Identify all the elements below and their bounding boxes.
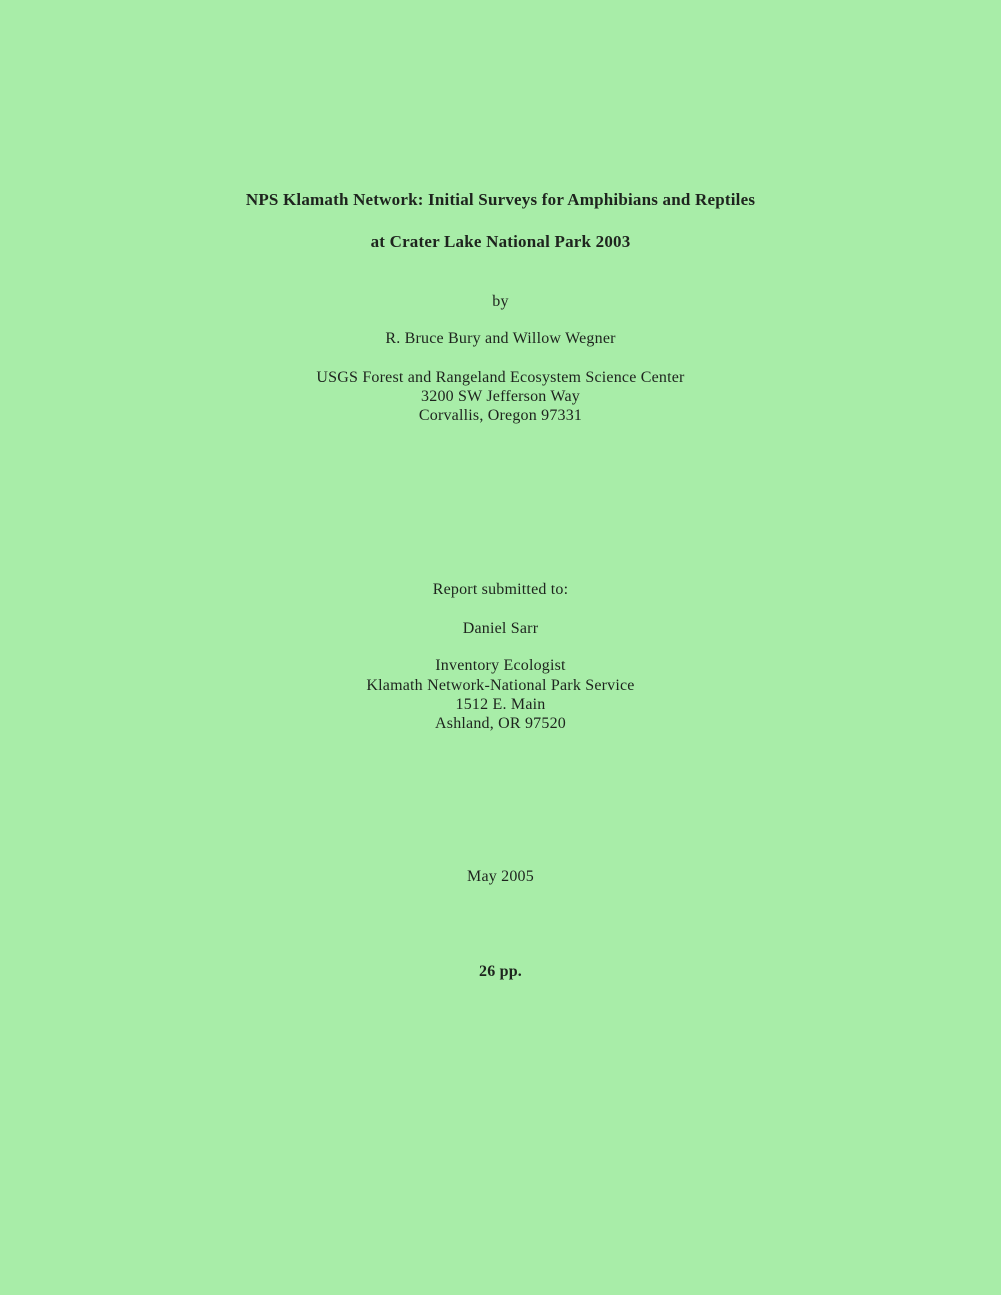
- report-page-count: 26 pp.: [479, 963, 522, 980]
- submission-org: Klamath Network-National Park Service: [366, 677, 635, 694]
- authors: R. Bruce Bury and Willow Wegner: [385, 330, 616, 347]
- submission-street: 1512 E. Main: [455, 696, 546, 713]
- affiliation-street: 3200 SW Jefferson Way: [421, 388, 580, 405]
- affiliation-city: Corvallis, Oregon 97331: [418, 407, 583, 424]
- report-title-line1: NPS Klamath Network: Initial Surveys for Amphibians and Reptiles: [245, 190, 756, 209]
- report-date: May 2005: [467, 868, 534, 885]
- submission-label: Report submitted to:: [432, 581, 569, 598]
- byline-label: by: [492, 293, 509, 310]
- recipient-title: Inventory Ecologist: [435, 657, 566, 674]
- submission-recipient: Daniel Sarr: [462, 620, 539, 637]
- report-title-line2: at Crater Lake National Park 2003: [370, 232, 631, 251]
- submission-city: Ashland, OR 97520: [435, 715, 566, 732]
- affiliation-org: USGS Forest and Rangeland Ecosystem Science Center: [316, 369, 685, 386]
